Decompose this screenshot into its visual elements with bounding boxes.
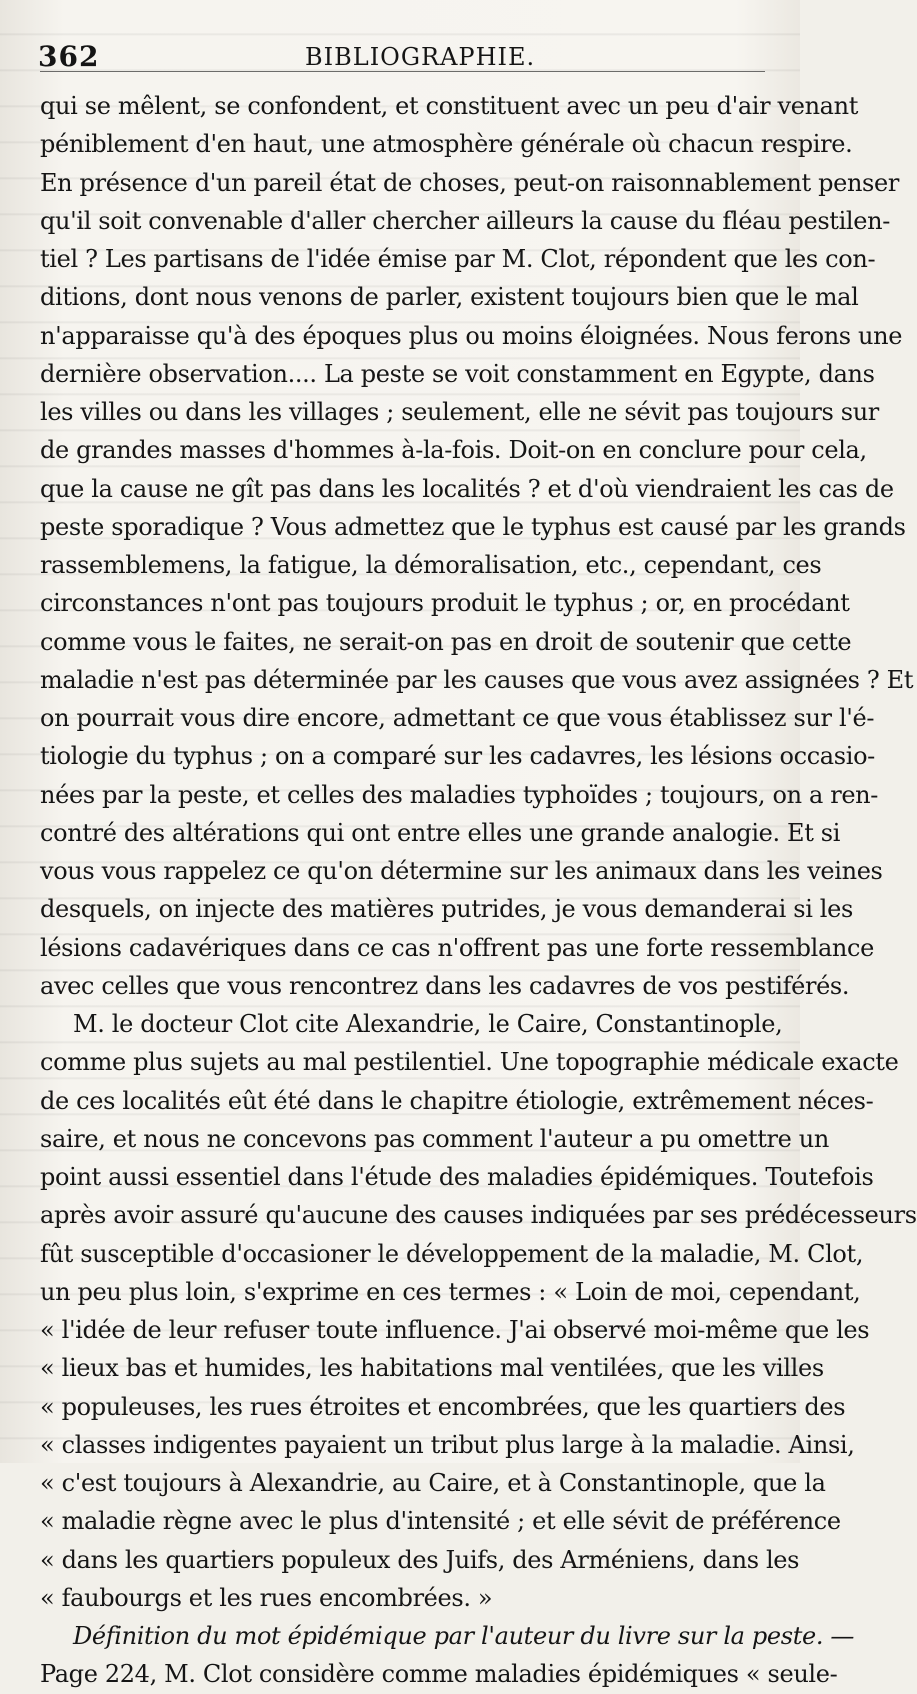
text-line: on pourrait vous dire encore, admettant ce que vous établissez sur l'é- — [40, 704, 875, 732]
header-rule — [40, 71, 765, 72]
text-line: tiel ? Les partisans de l'idée émise par M. Clot, répondent que les con- — [40, 245, 876, 273]
text-line: lésions cadavériques dans ce cas n'offrent pas une forte ressemblance — [40, 933, 874, 962]
text-line: qui se mêlent, se confondent, et constituent avec un peu d'air venant — [40, 92, 859, 120]
quotation-line: « faubourgs et les rues encombrées. » — [40, 1583, 493, 1612]
text-line: péniblement d'en haut, une atmosphère générale où chacun respire. — [40, 130, 853, 159]
text-line: de grandes masses d'hommes à-la-fois. Doit-on en conclure pour cela, — [40, 436, 867, 465]
text-line: peste sporadique ? Vous admettez que le typhus est causé par les grands — [40, 512, 906, 541]
page-number: 362 — [38, 40, 100, 73]
text-line: après avoir assuré qu'aucune des causes indiquées par ses prédécesseurs — [40, 1201, 917, 1230]
quotation-line: « maladie règne avec le plus d'intensité ; et elle sévit de préférence — [40, 1507, 841, 1536]
text-line: nées par la peste, et celles des maladies typhoïdes ; toujours, on a ren- — [40, 780, 879, 809]
text-line: un peu plus loin, s'exprime en ces termes : « Loin de moi, cependant, — [40, 1277, 861, 1306]
text-line: En présence d'un pareil état de choses, peut-on raisonnablement penser — [40, 168, 900, 197]
text-line: contré des altérations qui ont entre elles une grande analogie. Et si — [40, 818, 841, 847]
text-line: saire, et nous ne concevons pas comment l'auteur a pu omettre un — [40, 1124, 830, 1153]
quotation-line: « lieux bas et humides, les habitations mal ventilées, que les villes — [40, 1354, 824, 1383]
text-line: tiologie du typhus ; on a comparé sur les cadavres, les lésions occasio- — [40, 742, 875, 771]
text-line: de ces localités eût été dans le chapitre étiologie, extrêmement néces- — [40, 1086, 874, 1115]
text-line: ditions, dont nous venons de parler, existent toujours bien que le mal — [40, 283, 859, 312]
page-header — [0, 40, 800, 74]
quotation-line: « populeuses, les rues étroites et encombrées, que les quartiers des — [40, 1392, 846, 1421]
text-line: qu'il soit convenable d'aller chercher ailleurs la cause du fléau pestilen- — [40, 206, 890, 235]
quotation-line: « l'idée de leur refuser toute influence. J'ai observé moi-même que les — [40, 1316, 870, 1344]
running-title: BIBLIOGRAPHIE. — [305, 43, 536, 71]
text-line: comme vous le faites, ne serait-on pas en droit de soutenir que cette — [40, 627, 852, 656]
text-line: comme plus sujets au mal pestilentiel. Une topographie médicale exacte — [40, 1048, 899, 1077]
text-line: maladie n'est pas déterminée par les causes que vous avez assignées ? Et — [40, 665, 914, 694]
text-line: dernière observation.... La peste se voit constamment en Egypte, dans — [40, 359, 875, 388]
text-line: avec celles que vous rencontrez dans les cadavres de vos pestiférés. — [40, 971, 850, 1000]
section-heading-line: Définition du mot épidémique par l'auteur du livre sur la peste. — — [73, 1622, 855, 1650]
text-line: point aussi essentiel dans l'étude des maladies épidémiques. Toutefois — [40, 1163, 874, 1191]
quotation-line: « classes indigentes payaient un tribut plus large à la maladie. Ainsi, — [40, 1430, 855, 1459]
text-line: Page 224, M. Clot considère comme maladies épidémiques « seule- — [40, 1660, 838, 1689]
quotation-line: « c'est toujours à Alexandrie, au Caire, et à Constantinople, que la — [40, 1469, 826, 1497]
text-line: fût susceptible d'occasioner le développement de la maladie, M. Clot, — [40, 1239, 864, 1268]
text-line: vous vous rappelez ce qu'on détermine sur les animaux dans les veines — [40, 857, 883, 885]
quotation-line: « dans les quartiers populeux des Juifs, des Arméniens, dans les — [40, 1545, 800, 1574]
text-line: desquels, on injecte des matières putrides, je vous demanderai si les — [40, 895, 853, 924]
text-line: que la cause ne gît pas dans les localités ? et d'où viendraient les cas de — [40, 474, 894, 503]
text-line: les villes ou dans les villages ; seulement, elle ne sévit pas toujours sur — [40, 398, 879, 426]
text-line: circonstances n'ont pas toujours produit le typhus ; or, en procédant — [40, 589, 850, 618]
text-line: rassemblemens, la fatigue, la démoralisation, etc., cependant, ces — [40, 551, 822, 579]
text-line: n'apparaisse qu'à des époques plus ou moins éloignées. Nous ferons une — [40, 321, 903, 350]
paragraph-start-line: M. le docteur Clot cite Alexandrie, le Caire, Constantinople, — [73, 1010, 783, 1038]
body-text — [40, 87, 917, 1694]
